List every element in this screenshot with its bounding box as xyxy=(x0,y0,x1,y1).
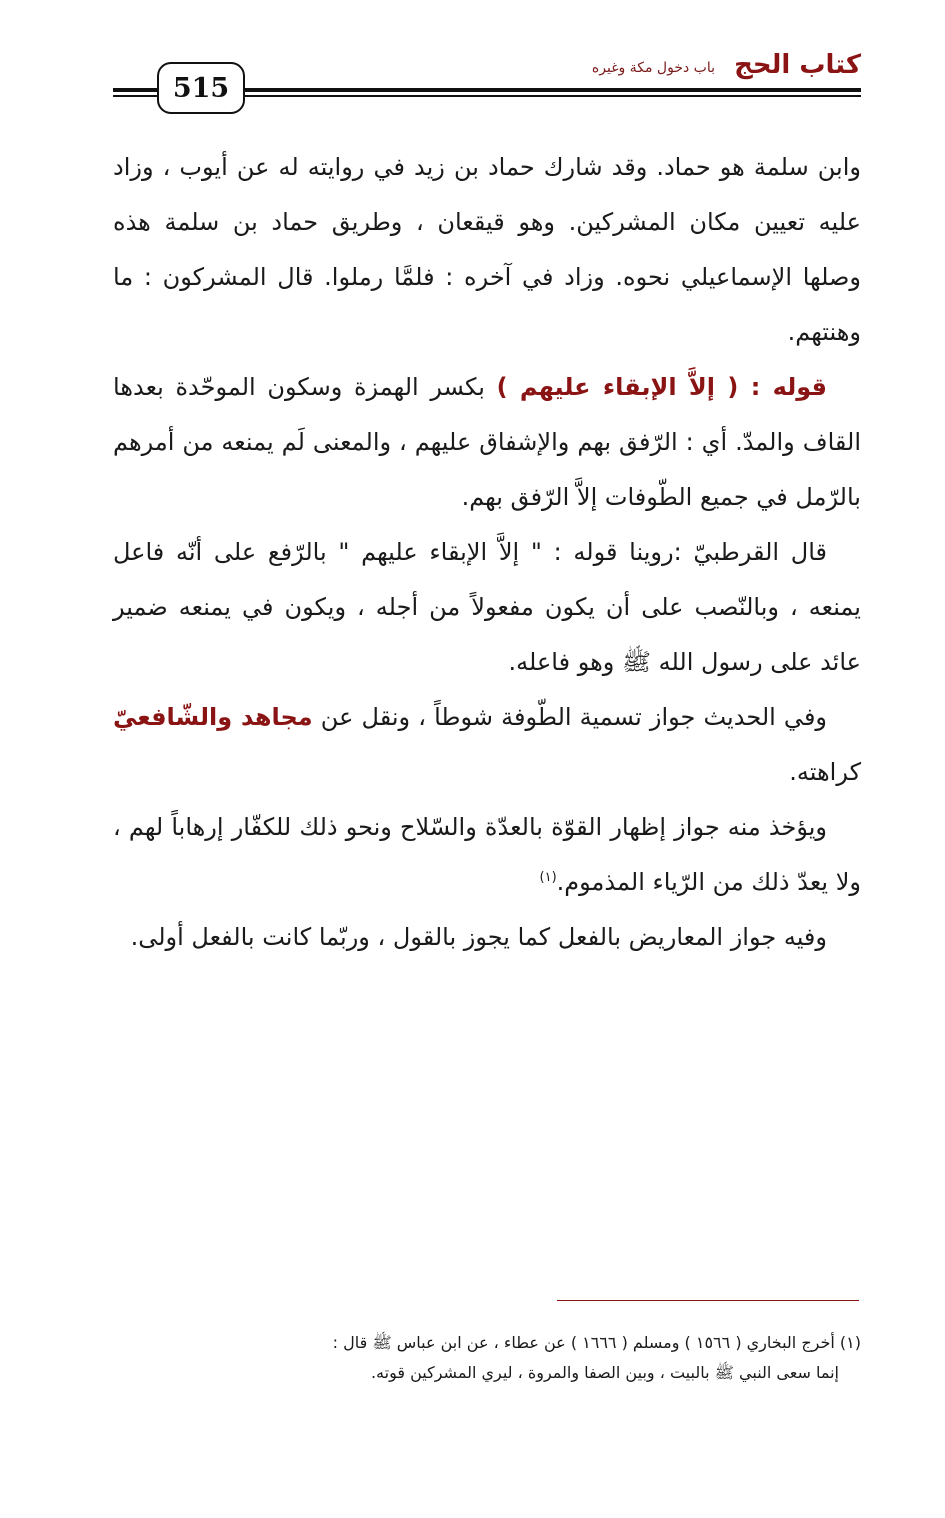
footnotes xyxy=(113,1328,861,1388)
paragraph-1: وابن سلمة هو حماد. وقد شارك حماد بن زيد في روايته له عن أيوب ، وزاد عليه تعيين مكان المشركين. وهو قيقعان ، وطريق حماد بن سلمة هذه وصلها الإسماعيلي نحوه. وزاد في آخره : فلمَّا رملوا. قال المشركون : ما وهنتهم. xyxy=(113,153,861,346)
paragraph-3: قال القرطبيّ :روينا قوله : " إلاَّ الإبقاء عليهم " بالرّفع على أنّه فاعل يمنعه ، وبالنّصب على أن يكون مفعولاً من أجله ، ويكون في يمنعه ضمير عائد على رسول الله ﷺ وهو فاعله. xyxy=(113,538,861,676)
footnote-separator xyxy=(557,1300,859,1301)
footnote-reference[interactable]: (١) xyxy=(539,870,557,885)
main-text xyxy=(113,140,861,965)
page-number: 515 xyxy=(172,72,230,104)
paragraph-5 xyxy=(113,800,861,910)
chapter-title: باب دخول مكة وغيره xyxy=(591,60,715,76)
paragraph-4 xyxy=(113,690,861,800)
paragraph-4-text-a: وفي الحديث جواز تسمية الطّوفة شوطاً ، ونقل عن xyxy=(312,703,828,731)
paragraph-5-text: ويؤخذ منه جواز إظهار القوّة بالعدّة والسّلاح ونحو ذلك للكفّار إرهاباً لهم ، ولا يعدّ ذلك من الرّياء المذموم. xyxy=(113,813,861,896)
paragraph-4-names: مجاهد والشّافعيّ xyxy=(113,703,313,731)
page-header xyxy=(0,0,945,130)
paragraph-2 xyxy=(113,360,861,525)
paragraph-2-text: بكسر الهمزة وسكون الموحّدة بعدها القاف والمدّ. أي : الرّفق بهم والإشفاق عليهم ، والمعنى لَم يمنعه من أمرهم بالرّمل في جميع الطّوفات إلاَّ الرّفق بهم. xyxy=(113,373,861,511)
footnote-line-1: (١) أخرج البخاري ( ١٥٦٦ ) ومسلم ( ١٦٦٦ ) عن عطاء ، عن ابن عباس ﷺ قال : xyxy=(332,1333,861,1352)
paragraph-6: وفيه جواز المعاريض بالفعل كما يجوز بالقول ، وربّما كانت بالفعل أولى. xyxy=(130,923,827,951)
footnote-line-2: إنما سعى النبي ﷺ بالبيت ، وبين الصفا والمروة ، ليري المشركين قوته. xyxy=(370,1363,839,1382)
paragraph-4-text-b: كراهته. xyxy=(789,758,861,786)
page-number-box xyxy=(157,62,245,114)
paragraph-2-lemma: قوله : ( إلاَّ الإبقاء عليهم ) xyxy=(496,373,827,401)
book-title: كتاب الحج xyxy=(734,50,861,80)
